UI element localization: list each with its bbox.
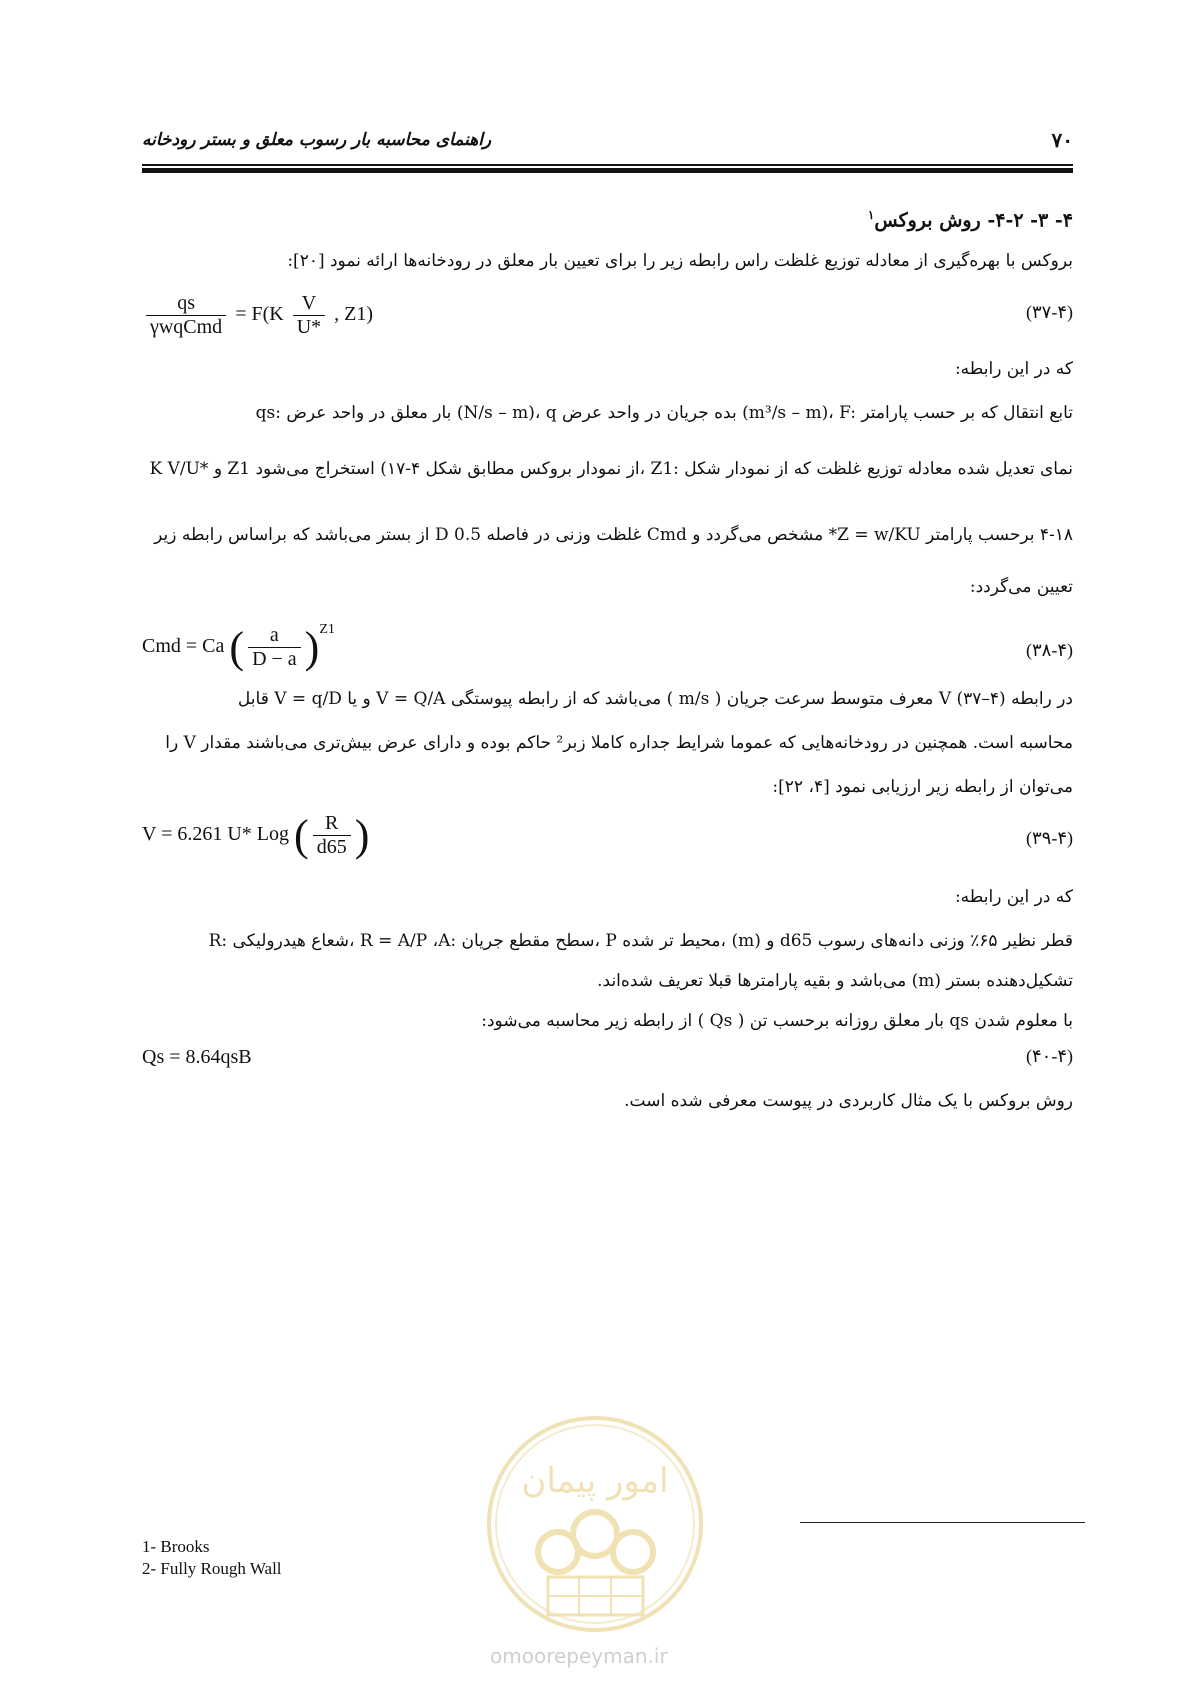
paragraph-definitions-3: ۴-۱۸ برحسب پارامتر Z = w/KU* مشخص می‌گردد و Cmd غلظت وزنی در فاصله 0.5 D از بستر می‌باشد که براساس رابطه زیر xyxy=(154,525,1073,545)
equation-38-number: (۳۸-۴) xyxy=(1026,640,1073,660)
equation-40-formula: Qs = 8.64qsB xyxy=(142,1046,252,1068)
section-heading xyxy=(868,208,1073,231)
eq39-denominator: d65 xyxy=(316,836,347,858)
watermark-url: omoorepeyman.ir xyxy=(490,1644,668,1668)
paragraph-velocity-3: می‌توان از رابطه زیر ارزیابی نمود [۴، ۲۲]: xyxy=(772,777,1073,797)
footnote-2: 2- Fully Rough Wall xyxy=(142,1559,282,1578)
paragraph-radius-2: تشکیل‌دهنده بستر (m) می‌باشد و بقیه پارامترها قبلا تعریف شده‌اند. xyxy=(597,971,1073,991)
eq38-fraction xyxy=(248,624,301,671)
paragraph-velocity-2: محاسبه است. همچنین در رودخانه‌هایی که عموما شرایط جداره کاملا زبر² حاکم بوده و دارای عرض بیش‌تری می‌باشند مقدار V را xyxy=(165,733,1073,753)
equation-38-formula xyxy=(142,622,335,673)
watermark-logo-text: امور پیمان xyxy=(521,1461,669,1501)
paragraph-daily-load: با معلوم شدن qs بار معلق روزانه برحسب تن ( Qs ) از رابطه زیر محاسبه می‌شود: xyxy=(481,1011,1073,1031)
eq37-lhs-numerator: qs xyxy=(146,292,226,316)
equation-39-formula xyxy=(142,810,369,861)
footnote-1: 1- Brooks xyxy=(142,1537,210,1556)
paragraph-intro: بروکس با بهره‌گیری از معادله توزیع غلظت راس رابطه زیر را برای تعیین بار معلق در رودخانه‌ها ارائه نمود [۲۰]: xyxy=(287,251,1073,271)
footnote-rule xyxy=(800,1522,1085,1523)
page-header xyxy=(142,120,1073,160)
eq39-left-paren: ( xyxy=(294,811,309,860)
equation-37-formula xyxy=(142,292,373,339)
equation-40-number: (۴۰-۴) xyxy=(1026,1046,1073,1066)
eq38-prefix: Cmd = Ca xyxy=(142,635,225,658)
paragraph-radius-1: R: شعاع هیدرولیکی، R = A/P ،A: سطح مقطع جریان، P محیط تر شده، (m) و d65 قطر نظیر ۶۵٪ وزنی دانه‌های رسوب xyxy=(208,931,1073,951)
header-rule-thick xyxy=(142,168,1073,173)
eq39-prefix: V = 6.261 U* Log xyxy=(142,823,290,846)
equation-37-number: (۳۷-۴) xyxy=(1026,302,1073,322)
paragraph-where-1: که در این رابطه: xyxy=(954,359,1073,379)
header-rule-thin xyxy=(142,164,1073,166)
equation-40 xyxy=(142,1046,1073,1086)
footnote-mark-1: ۱ xyxy=(867,208,875,222)
eq39-numerator: R xyxy=(313,812,351,836)
paragraph-velocity-1: در رابطه (۴–۳۷) V معرف متوسط سرعت جریان ( m/s ) می‌باشد که از رابطه پیوستگی V = Q/A و یا V = q/D قابل xyxy=(237,689,1073,709)
eq38-numerator: a xyxy=(248,624,301,648)
eq39-right-paren: ) xyxy=(354,811,370,860)
eq37-rhs-fraction xyxy=(293,292,325,339)
running-title: راهنمای محاسبه بار رسوب معلق و بستر رودخانه xyxy=(142,130,492,150)
eq38-right-paren: ) xyxy=(304,623,320,672)
watermark-logo xyxy=(483,1412,708,1637)
paragraph-where-2: که در این رابطه: xyxy=(954,887,1073,907)
eq37-rhs-numerator: V xyxy=(293,292,325,316)
footnotes xyxy=(142,1536,282,1580)
paragraph-determined: تعیین می‌گردد: xyxy=(969,577,1073,597)
page-number: ۷۰ xyxy=(1051,128,1073,152)
eq37-lhs-fraction xyxy=(146,292,226,339)
eq37-rhs-suffix: , Z1) xyxy=(334,303,374,326)
equation-39-number: (۳۹-۴) xyxy=(1026,828,1073,848)
eq39-fraction xyxy=(313,812,351,859)
paragraph-definitions-2: K V/U* و Z1 از نمودار بروکس مطابق شکل ۴-۱۷) استخراج می‌شود، Z1: نمای تعدیل شده معادله توزیع غلظت که از نمودار شکل xyxy=(149,459,1073,479)
section-title: ۴- ۳- ۴-۲- روش بروکس xyxy=(874,209,1073,232)
eq37-rhs-denominator: U* xyxy=(296,316,322,338)
equation-39 xyxy=(142,810,1073,886)
equation-37 xyxy=(142,292,1073,352)
eq37-rhs-prefix: = F(K xyxy=(235,303,284,326)
eq38-denominator: D − a xyxy=(252,648,297,670)
eq38-exponent: Z1 xyxy=(319,622,335,637)
paragraph-definitions-1: qs: بار معلق در واحد عرض (N/s – m)، q بده جریان در واحد عرض (m³/s – m)، F: تابع انتقال که بر حسب پارامتر xyxy=(255,403,1073,423)
paragraph-appendix: روش بروکس با یک مثال کاربردی در پیوست معرفی شده است. xyxy=(624,1091,1073,1111)
eq38-left-paren: ( xyxy=(229,623,245,672)
eq37-lhs-denominator: γwqCmd xyxy=(150,316,223,338)
